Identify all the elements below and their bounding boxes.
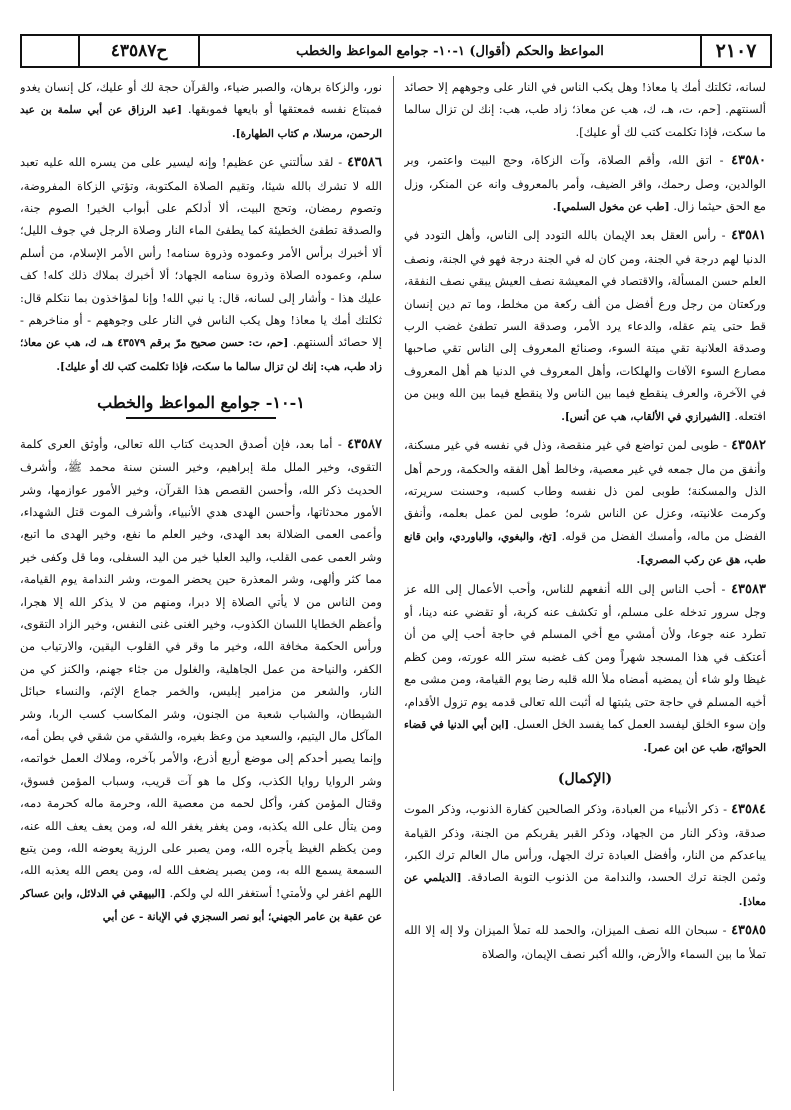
hadith-range: ح٤٣٥٨٧ xyxy=(78,36,198,66)
hadith-number: ٤٣٥٨٣ xyxy=(731,581,766,597)
hadith-entry: ٤٣٥٨٢ - طوبى لمن تواضع في غير منقصة، وذل في نفسه في غير مسكنة، وأنفق من مال جمعه في غير معصية، وخالط أهل الفقه والحكمة، ورحم أهل الذل والمسكنة؛ طوبى لمن ذل نفسه وطاب كسبه، وحسنت سريرته، وكرمت علانيته، وعزل عن الناس شره؛ طوبى لمن عمل بعلمه، وأنفق الفضل من ماله، وأمسك الفضل من قوله. [تخ، والبغوي، والباوردي، وابن قانع طب، هق عن ركب المصري]. xyxy=(404,438,766,567)
page-header xyxy=(20,34,772,68)
chapter-heading: ١-١٠- جوامع المواعظ والخطب xyxy=(97,393,305,413)
source-citation: [عبد الرزاق عن أبي سلمة بن عبد الرحمن، مرسلا، م كتاب الطهارة]. xyxy=(20,104,382,140)
paragraph-text: رأس العقل بعد الإيمان بالله التودد إلى الناس، وأهل التودد في الدنيا لهم درجة في الجنة، ومن كان له في الجنة درجة فهو في الجنة، ونصف العلم حسن المسألة، والاقتصاد في المعيشة نصف العيش يبقي نصف النفقة، وركعتان من رجل ورع أفضل من ألف ركعة من مخلط، وما تم دين إنسان قط حتى يتم عقله، والدعاء يرد الأمر، وصدقة السر تطفئ غضب الرب وصدقة العلانية تقي ميتة السوء، وصنائع المعروف إلى الناس تقي صاحبها مصارع السوء الآفات والهلكات، وأهل المعروف في الدنيا هم أهل المعروف في الآخرة، والعرف ينقطع فيما بين الناس ولا ينقطع فيما بين الله وبين من افتعله. xyxy=(404,228,766,423)
page-number: ٢١٠٧ xyxy=(700,36,770,66)
header-blank-cell xyxy=(22,36,78,66)
paragraph-text: طوبى لمن تواضع في غير منقصة، وذل في نفسه في غير مسكنة، وأنفق من مال جمعه في غير معصية، وخالط أهل الفقه والحكمة، ورحم أهل الذل والمسكنة؛ طوبى لمن ذل نفسه وطاب كسبه، وحسنت سريرته، وكرمت علانيته، وعزل عن الناس شره؛ طوبى لمن عمل بعلمه، وأنفق الفضل من ماله، وأمسك الفضل من قوله. xyxy=(404,438,766,543)
paragraph-text: لسانه، ثكلتك أمك يا معاذ! وهل يكب الناس في النار على وجوههم إلا حصائد ألسنتهم. [حم، ت، هـ، ك، هب عن معاذ؛ زاد طب، هب: إنك لن تزال سالما ما سكت، فإذا تكلمت كتب لك أو عليك]. xyxy=(404,80,766,139)
paragraph-text: أحب الناس إلى الله أنفعهم للناس، وأحب الأعمال إلى الله عز وجل سرور تدخله على مسلم، أو تكشف عنه كربة، أو تقضي عنه دينا، أو تطرد عنه جوعا، ولأن أمشي مع أخي المسلم في حاجة أحب إلي من أن أعتكف في هذا المسجد شهراً ومن كف غضبه ستر الله عورته، ومن كظم غيظا ولو شاء أن يمضيه أمضاه ملأ الله قلبه رضا يوم القيامة، ومن مشى مع أخيه المسلم في حاجة حتى يثبتها له أثبت الله تعالى قدمه يوم تزول الأقدام، وإن سوء الخلق ليفسد العمل كما يفسد الخل العسل. xyxy=(404,581,766,731)
hadith-number: ٤٣٥٨٦ xyxy=(347,155,382,171)
hadith-entry: ٤٣٥٨٤ - ذكر الأنبياء من العبادة، وذكر الصالحين كفارة الذنوب، وذكر الموت صدقة، وذكر النار من الجهاد، وذكر القبر يقربكم من الجنة، وذكر القيامة يباعدكم من النار، وأفضل العبادة ترك الجهل، ورأس مال العالم ترك الكبر، وثمن الجنة ترك الحسد، والندامة من الذنوب التوبة الصادقة. [الديلمي عن معاذ]. xyxy=(404,802,766,908)
paragraph-text: سبحان الله نصف الميزان، والحمد لله تملأ الميزان ولا إله إلا الله تملأ ما بين السماء والأرض، والله أكبر نصف الإيمان، والصلاة xyxy=(404,923,766,961)
continued-text xyxy=(404,76,766,143)
paragraph-text: لقد سألتني عن عظيم! وإنه ليسير على من يسره الله عليه تعبد الله لا تشرك بالله شيئا، وتقيم الصلاة المكتوبة، وتؤتي الزكاة المفروضة، وتصوم رمضان، وتحج البيت، ألا أدلكم على أبواب الخير! الصوم جنة، والصدقة تطفئ الخطيئة كما يطفئ الماء النار وصلاة الرجل في جوف الليل؛ ألا أخبرك برأس الأمر وعموده وذروة سنامه! رأس الأمر الإسلام، من أسلم سلم، وعموده الصلاة وذروة سنامه الجهاد؛ ألا أخبرك بملاك ذلك كله! كف عليك هذا - وأشار إلى لسانه، قال: يا نبي الله! وإنا لمؤاخذون بما نتكلم قال: ثكلتك أمك يا معاذ! وهل يكب الناس في النار على وجوههم - أو مناخرهم - إلا حصائد ألسنتهم. xyxy=(20,155,382,350)
paragraph-text: أما بعد، فإن أصدق الحديث كتاب الله تعالى، وأوثق العرى كلمة التقوى، وخير الملل ملة إبراهيم، وخير السنن سنة محمد ﷺ، وأشرف الحديث ذكر الله، وأحسن القصص هذا القرآن، وخير الأمور عوازمها، وشر الأمور محدثاتها، وأحسن الهدى هدي الأنبياء، وأشرف الموت قتل الشهداء، وأعمى العمى الضلالة بعد الهدى، وخير العلم ما نفع، وخير الهدى ما اتبع، وشر العمى عمى القلب، واليد العليا خير من اليد السفلى، وما قل وكفى خير مما كثر وألهى، وشر المعذرة حين يحضر الموت، وشر الندامة يوم القيامة، ومن الناس من لا يأتي الصلاة إلا دبرا، ومنهم من لا يذكر الله إلا هجرا، وأعظم الخطايا اللسان الكذوب، وخير الغنى غنى النفس، وخير الزاد التقوى، ورأس الحكمة مخافة الله، وخير ما وقر في القلوب اليقين، والارتياب من الكفر، والنياحة من عمل الجاهلية، والغلول من جثاء جهنم، والكنز كي من النار، والشعر من مزامير إبليس، والخمر جماع الإثم، والنساء حبائل الشيطان، والشباب شعبة من الجنون، وشر المكاسب كسب الربا، وشر المآكل مال اليتيم، والسعيد من وعظ بغيره، والشقي من شقي في بطن أمه، وإنما يصير أحدكم إلى موضع أربع أذرع، والأمر بآخره، وملاك العمل خواتمه، وشر الروايا روايا الكذب، وكل ما هو آت قريب، وسباب المؤمن فسوق، وقتال المؤمن كفر، وأكل لحمه من معصية الله، وحرمة ماله كحرمة دمه، ومن يتأل على الله يكذبه، ومن يغفر يغفر الله له، ومن يعف يعف الله عنه، ومن يكظم الغيظ يأجره الله، ومن يصبر على الرزية يعوضه الله، ومن يتبع السمعة يسمع الله به، ومن يصبر يضعف الله له، ومن يعص الله يعذبه الله، اللهم اغفر لي ولأمتي! أستغفر الله لي ولكم. xyxy=(20,436,382,900)
paragraph-text: نور، والزكاة برهان، والصبر ضياء، والقرآن حجة لك أو عليك، كل إنسان يغدو فمبتاع نفسه فمعتقها أو بايعها فموبقها. xyxy=(20,80,382,117)
hadith-number: ٤٣٥٨٤ xyxy=(731,802,766,818)
hadith-entry: ٤٣٥٨٧ - أما بعد، فإن أصدق الحديث كتاب الله تعالى، وأوثق العرى كلمة التقوى، وخير الملل ملة إبراهيم، وخير السنن سنة محمد ﷺ، وأشرف الحديث ذكر الله، وأحسن القصص هذا القرآن، وخير الأمور عوازمها، وشر الأمور محدثاتها، وأحسن الهدى هدي الأنبياء، وأشرف الموت قتل الشهداء، وأعمى العمى الضلالة بعد الهدى، وخير العلم ما نفع، وخير الهدى ما اتبع، وشر العمى عمى القلب، واليد العليا خير من اليد السفلى، وما قل وكفى خير مما كثر وألهى، وشر المعذرة حين يحضر الموت، وشر الندامة يوم القيامة، ومن الناس من لا يأتي الصلاة إلا دبرا، ومنهم من لا يذكر الله إلا هجرا، وأعظم الخطايا اللسان الكذوب، وخير الغنى غنى النفس، وخير الزاد التقوى، ورأس الحكمة مخافة الله، وخير ما وقر في القلوب اليقين، والارتياب من الكفر، والنياحة من عمل الجاهلية، والغلول من جثاء جهنم، والكنز كي من النار، والشعر من مزامير إبليس، والخمر جماع الإثم، والنساء حبائل الشيطان، والشباب شعبة من الجنون، وشر المكاسب كسب الربا، وشر المآكل مال اليتيم، والسعيد من وعظ بغيره، والشقي من شقي في بطن أمه، وإنما يصير أحدكم إلى موضع أربع أذرع، والأمر بآخره، وملاك العمل خواتمه، وشر الروايا روايا الكذب، وكل ما هو آت قريب، وسباب المؤمن فسوق، وقتال المؤمن كفر، وأكل لحمه من معصية الله، وحرمة ماله كحرمة دمه، ومن يتأل على الله يكذبه، ومن يغفر يغفر الله له، ومن يعف يعف الله عنه، ومن يكظم الغيظ يأجره الله، ومن يصبر على الرزية يعوضه الله، ومن يتبع السمعة يسمع الله به، ومن يصبر يضعف الله له، ومن يعص الله يعذبه الله، اللهم اغفر لي ولأمتي! أستغفر الله لي ولكم. [البيهقي في الدلائل، وابن عساكر عن عقبة بن عامر الجهني؛ أبو نصر السجزي في الإبانة - عن أبي xyxy=(20,436,382,924)
source-citation: [حم، ت: حسن صحيح مرّ برقم ٤٣٥٧٩ هـ، ك، هب عن معاذ؛ زاد طب، هب: إنك لن تزال سالما ما سكت، فإذا تكلمت كتب لك أو عليك]. xyxy=(20,337,382,373)
running-title: المواعظ والحكم (أقوال) ١-١٠- جوامع المواعظ والخطب xyxy=(198,36,700,66)
source-citation: [الشيرازي في الألقاب، هب عن أنس]. xyxy=(561,410,731,423)
hadith-entry: ٤٣٥٨٦ - لقد سألتني عن عظيم! وإنه ليسير على من يسره الله عليه تعبد الله لا تشرك بالله شيئا، وتقيم الصلاة المكتوبة، وتؤتي الزكاة المفروضة، وتصوم رمضان، وتحج البيت، ألا أدلكم على أبواب الخير! الصوم جنة، والصدقة تطفئ الخطيئة كما يطفئ الماء النار وصلاة الرجل في جوف الليل؛ ألا أخبرك برأس الأمر وعموده وذروة سنامه! رأس الأمر الإسلام، من أسلم سلم، وعموده الصلاة وذروة سنامه الجهاد؛ ألا أخبرك بملاك ذلك كله! كف عليك هذا - وأشار إلى لسانه، قال: يا نبي الله! وإنا لمؤاخذون بما نتكلم قال: ثكلتك أمك يا معاذ! وهل يكب الناس في النار على وجوههم - أو مناخرهم - إلا حصائد ألسنتهم. [حم، ت: حسن صحيح مرّ برقم ٤٣٥٧٩ هـ، ك، هب عن معاذ؛ زاد طب، هب: إنك لن تزال سالما ما سكت، فإذا تكلمت كتب لك أو عليك]. xyxy=(20,155,382,373)
left-column xyxy=(20,76,382,1094)
right-column xyxy=(404,76,766,1094)
hadith-entry: ٤٣٥٨٠ - اتق الله، وأقم الصلاة، وآت الزكاة، وحج البيت واعتمر، وبر الوالدين، وصل رحمك، واقر الضيف، وأمر بالمعروف وانه عن المنكر، وزل مع الحق حيثما زال. [طب عن مخول السلمي]. xyxy=(404,153,766,214)
column-divider xyxy=(393,76,394,1091)
source-citation: [تخ، والبغوي، والباوردي، وابن قانع طب، هق عن ركب المصري]. xyxy=(404,530,766,567)
hadith-entry: ٤٣٥٨١ - رأس العقل بعد الإيمان بالله التودد إلى الناس، وأهل التودد في الدنيا لهم درجة في الجنة، ومن كان له في الجنة درجة فهو في الجنة، ونصف العلم حسن المسألة، والاقتصاد في المعيشة نصف العيش يبقي نصف النفقة، وركعتان من رجل ورع أفضل من ألف ركعة من مخلط، وما تم دين إنسان قط حتى يتم عقله، والدعاء يرد الأمر، وصدقة السر تطفئ غضب الرب وصدقة العلانية تقي ميتة السوء، وصنائع المعروف إلى الناس تقي صاحبها مصارع السوء الآفات والهلكات، وأهل المعروف في الدنيا هم أهل المعروف في الآخرة، والعرف ينقطع فيما بين الناس ولا ينقطع فيما بين الله وبين من افتعله. [الشيرازي في الألقاب، هب عن أنس]. xyxy=(404,228,766,423)
hadith-entry: ٤٣٥٨٣ - أحب الناس إلى الله أنفعهم للناس، وأحب الأعمال إلى الله عز وجل سرور تدخله على مسلم، أو تكشف عنه كربة، أو تقضي عنه دينا، أو تطرد عنه جوعا، ولأن أمشي مع أخي المسلم في حاجة أحب إلي من أن أعتكف في هذا المسجد شهراً ومن كف غضبه ستر الله عورته، ومن كظم غيظا ولو شاء أن يمضيه أمضاه ملأ الله قلبه رضا يوم القيامة، ومن مشى مع أخيه المسلم في حاجة حتى يثبتها له أثبت الله تعالى قدمه يوم تزول الأقدام، وإن سوء الخلق ليفسد العمل كما يفسد الخل العسل. [ابن أبي الدنيا في قضاء الحوائج، طب عن ابن عمر]. xyxy=(404,581,766,755)
source-citation: [البيهقي في الدلائل، وابن عساكر عن عقبة بن عامر الجهني؛ أبو نصر السجزي في الإبانة - عن أبي xyxy=(20,887,382,924)
hadith-number: ٤٣٥٨٢ xyxy=(731,438,766,454)
paragraph-text: اتق الله، وأقم الصلاة، وآت الزكاة، وحج البيت واعتمر، وبر الوالدين، وصل رحمك، واقر الضيف، وأمر بالمعروف وانه عن المنكر، وزل مع الحق حيثما زال. xyxy=(404,153,766,214)
paragraph-text: ذكر الأنبياء من العبادة، وذكر الصالحين كفارة الذنوب، وذكر الموت صدقة، وذكر النار من الجهاد، وذكر القبر يقربكم من الجنة، وذكر القيامة يباعدكم من النار، وأفضل العبادة ترك الجهل، ورأس مال العالم ترك الكبر، وثمن الجنة ترك الحسد، والندامة من الذنوب التوبة الصادقة. xyxy=(404,802,766,885)
section-subheading: (الإكمال) xyxy=(557,770,613,787)
hadith-number: ٤٣٥٨٧ xyxy=(347,436,382,452)
source-citation: [ابن أبي الدنيا في قضاء الحوائج، طب عن ابن عمر]. xyxy=(404,718,766,755)
source-citation: [طب عن مخول السلمي]. xyxy=(552,201,670,214)
hadith-number: ٤٣٥٨٥ xyxy=(731,923,766,939)
hadith-number: ٤٣٥٨٠ xyxy=(731,153,766,169)
heading-underline xyxy=(126,417,276,419)
hadith-entry: ٤٣٥٨٥ - سبحان الله نصف الميزان، والحمد لله تملأ الميزان ولا إله إلا الله تملأ ما بين السماء والأرض، والله أكبر نصف الإيمان، والصلاة xyxy=(404,923,766,961)
continued-text xyxy=(20,76,382,145)
source-citation: [الديلمي عن معاذ]. xyxy=(404,872,766,908)
hadith-number: ٤٣٥٨١ xyxy=(731,228,766,244)
